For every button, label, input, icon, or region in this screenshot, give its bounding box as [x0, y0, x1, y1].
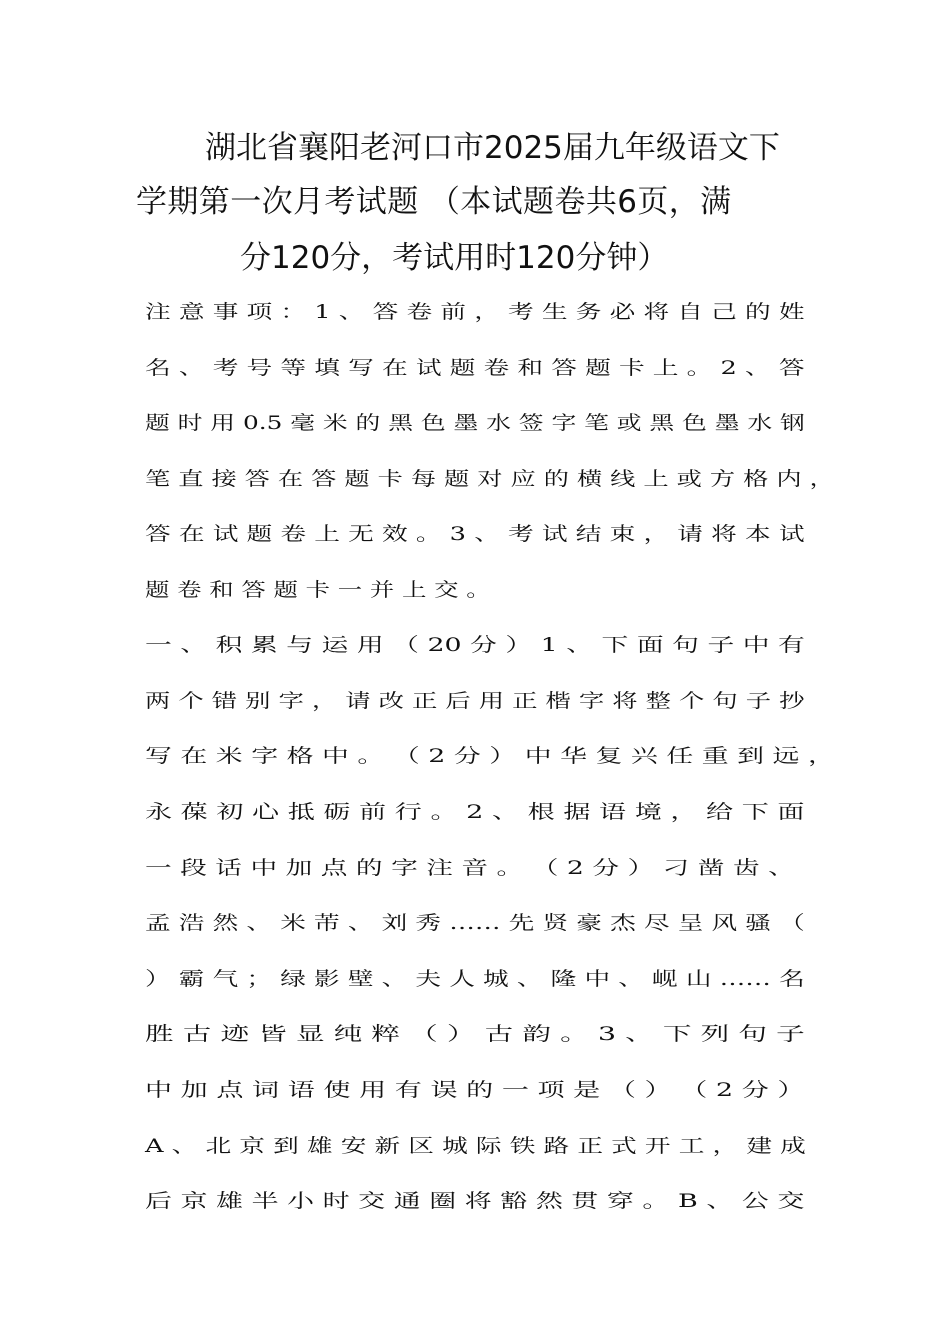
body-text-line: 孟 浩 然 、 米 芾 、 刘 秀 …… 先 贤 豪 杰 尽 呈 风 骚 （ — [145, 912, 805, 934]
body-text-line: 两 个 错 别 字 ， 请 改 正 后 用 正 楷 字 将 整 个 句 子 抄 — [145, 690, 805, 712]
body-text-line: 名 、 考 号 等 填 写 在 试 题 卷 和 答 题 卡 上 。 2 、 答 — [145, 357, 805, 379]
document-title-line-2: 学期第一次月考试题 （本试题卷共6页，满 — [136, 184, 732, 220]
body-text-line: 题 时 用 0.5 毫 米 的 黑 色 墨 水 签 字 笔 或 黑 色 墨 水 钢 — [145, 412, 805, 434]
body-text-line: 永 葆 初 心 抵 砺 前 行 。 2 、 根 据 语 境 ， 给 下 面 — [145, 801, 805, 823]
body-text-line: A 、 北 京 到 雄 安 新 区 城 际 铁 路 正 式 开 工 ， 建 成 — [145, 1135, 806, 1157]
body-text-line: ） 霸 气 ； 绿 影 壁 、 夫 人 城 、 隆 中 、 岘 山 …… 名 — [145, 968, 805, 990]
body-text-line: 一 段 话 中 加 点 的 字 注 音 。 （ 2 分 ） 刁 凿 齿 、 — [145, 857, 795, 879]
body-text-line: 写 在 米 字 格 中 。 （ 2 分 ） 中 华 复 兴 任 重 到 远 ， — [145, 745, 835, 767]
document-title-line-3: 分120分，考试用时120分钟） — [240, 240, 669, 276]
body-text-line: 题 卷 和 答 题 卡 一 并 上 交 。 — [145, 579, 491, 601]
document-title-line-1: 湖北省襄阳老河口市2025届九年级语文下 — [205, 130, 780, 166]
body-text-line: 胜 古 迹 皆 显 纯 粹 （ ） 古 韵 。 3 、 下 列 句 子 — [145, 1023, 805, 1045]
body-text-line: 中 加 点 词 语 使 用 有 误 的 一 项 是 （ ） （ 2 分 ） — [145, 1079, 805, 1101]
body-text-line: 答 在 试 题 卷 上 无 效 。 3 、 考 试 结 束 ， 请 将 本 试 — [145, 523, 805, 545]
body-text-line: 一 、 积 累 与 运 用 （ 20 分 ） 1 、 下 面 句 子 中 有 — [145, 634, 805, 656]
body-text-line: 注 意 事 项 ： 1 、 答 卷 前 ， 考 生 务 必 将 自 己 的 姓 — [145, 301, 805, 323]
body-text-line: 笔 直 接 答 在 答 题 卡 每 题 对 应 的 横 线 上 或 方 格 内 ， — [145, 468, 835, 490]
body-text-line: 后 京 雄 半 小 时 交 通 圈 将 豁 然 贯 穿 。 B 、 公 交 — [145, 1190, 805, 1212]
